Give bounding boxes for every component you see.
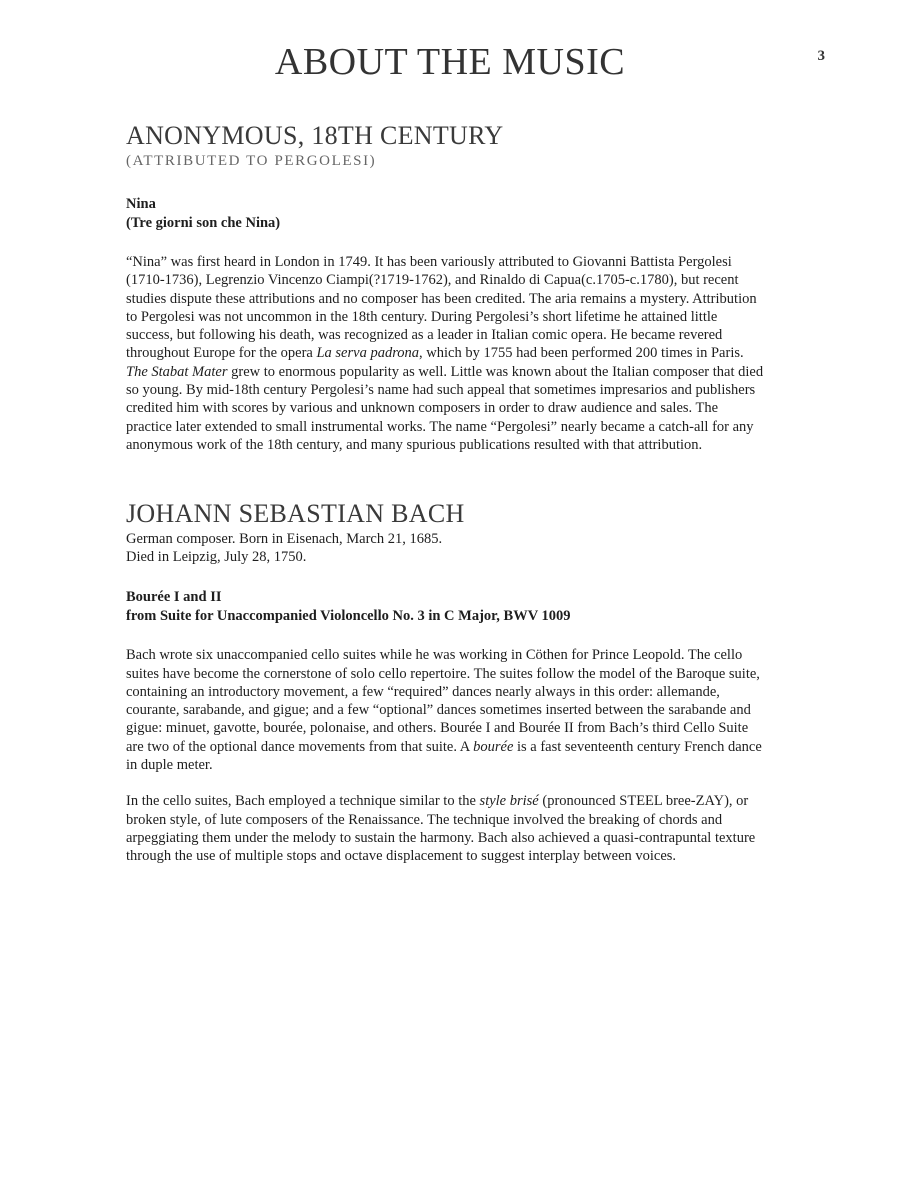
composer-heading: ANONYMOUS, 18TH CENTURY <box>126 121 504 150</box>
section-bach <box>126 498 766 865</box>
paragraph <box>126 253 766 454</box>
opera-title: La serva padrona <box>316 345 420 362</box>
section-anonymous <box>126 120 766 454</box>
paragraph-text: grew to enormous popularity as well. Little was known about the Italian composer that died so young. By mid-18th century Pergolesi’s name had such appeal that sometimes impresarios and publishers credited him with scores by various and unknown composers in order to draw audience and sales. The practice later extended to small instrumental works. The name “Pergolesi” nearly became a catch-all for any anonymous work of the 18th century, and many spurious publications resulted with that attribution. <box>126 363 764 453</box>
technique-term: style brisé <box>479 793 539 810</box>
paragraph <box>126 646 766 774</box>
work-title: Nina <box>126 196 156 212</box>
paragraph-text: In the cello suites, Bach employed a technique similar to the <box>126 793 480 810</box>
work-subtitle: (Tre giorni son che Nina) <box>126 215 281 231</box>
page-number: 3 <box>817 48 825 64</box>
paragraph-text: , which by 1755 had been performed 200 times in Paris. <box>419 345 744 362</box>
paragraph <box>126 792 766 865</box>
page-title: ABOUT THE MUSIC <box>274 41 626 83</box>
work-name: The Stabat Mater <box>126 363 228 380</box>
work-title: Bourée I and II <box>126 589 222 606</box>
paragraph-text: “Nina” was first heard in London in 1749. It has been variously attributed to Giovanni Battista Pergolesi (1710-1736), Legrenzio Vincenzo Ciampi(?1719-1762), and Rinaldo di Capua(c.1705-c.1780), but recent studies dispute these attributions and no composer has been credited. The aria remains a mystery. Attribution to Pergolesi was not uncommon in the 18th century. During Pergolesi’s short lifetime he attained little success, but following his death, was recognized as a leader in Italian comic opera. He became revered throughout Europe for the opera <box>126 254 757 362</box>
paragraph-text: (pronounced STEEL bree-ZAY), or broken style, of lute composers of the Renaissance. The technique involved the breaking of chords and arpeggiating them under the melody to sustain the harmony. Bach also achieved a quasi-contrapuntal texture through the use of multiple stops and octave displacement to suggest interplay between voices. <box>126 793 756 865</box>
work-subtitle: from Suite for Unaccompanied Violoncello No. 3 in C Major, BWV 1009 <box>126 608 571 625</box>
paragraph-text: is a fast seventeenth century French dance in duple meter. <box>126 738 762 774</box>
article-body <box>126 120 766 866</box>
composer-bio: German composer. Born in Eisenach, March 21, 1685. <box>126 531 443 548</box>
composer-heading: JOHANN SEBASTIAN BACH <box>126 499 465 529</box>
paragraph-text: Bach wrote six unaccompanied cello suites while he was working in Cöthen for Prince Leopold. The cello suites have become the cornerstone of solo cello repertoire. The suites follow the model of the Baroque suite, containing an introductory movement, a few “required” dances nearly always in this order: allemande, courante, sarabande, and gigue; and a few “optional” dances sometimes inserted between the sarabande and gigue: minuet, gavotte, bourée, polonaise, and others. Bourée I and Bourée II from Bach’s third Cello Suite are two of the optional dance movements from that suite. A <box>126 647 760 755</box>
composer-bio: Died in Leipzig, July 28, 1750. <box>126 549 307 566</box>
dance-term: bourée <box>473 738 514 755</box>
composer-subtitle: (ATTRIBUTED TO PERGOLESI) <box>126 153 377 169</box>
